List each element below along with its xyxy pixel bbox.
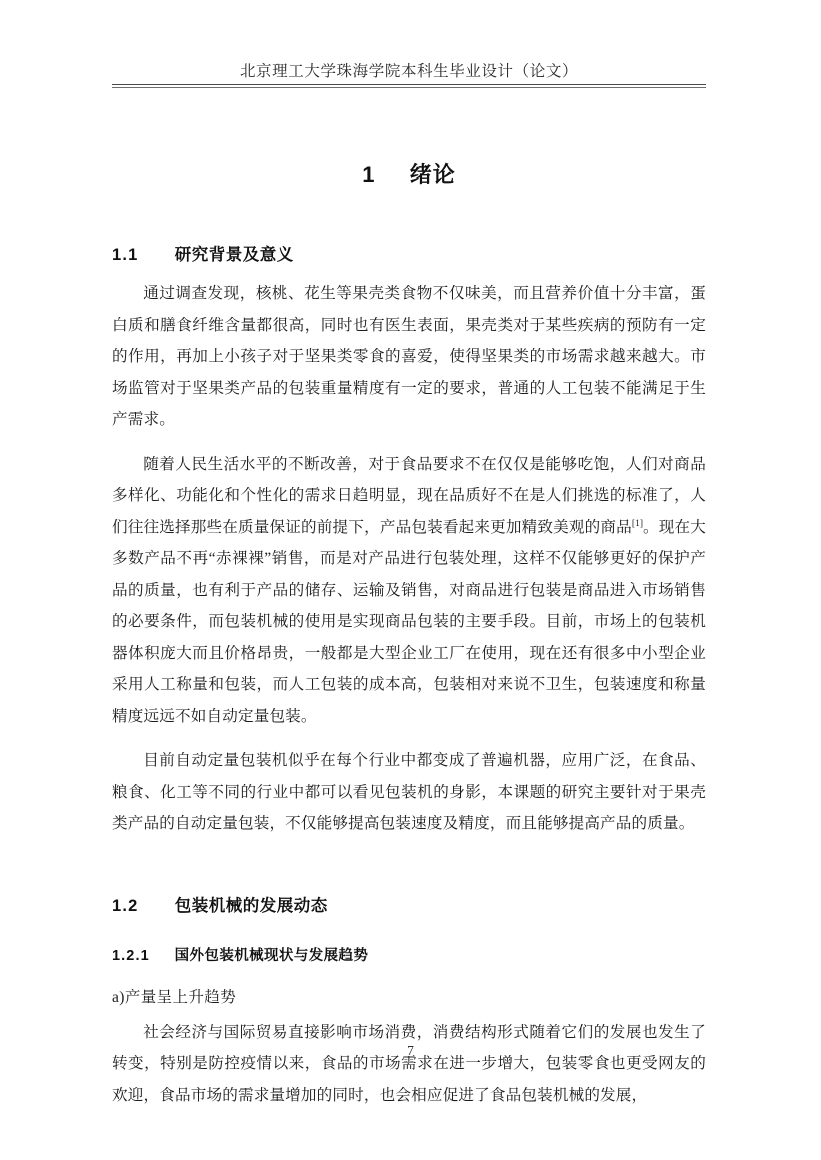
section-number-1-2-1: 1.2.1	[112, 947, 150, 964]
paragraph: 社会经济与国际贸易直接影响市场消费，消费结构形式随着它们的发展也发生了转变，特别是防控疫情以来，食品的市场需求在进一步增大，包装零食也更受网友的欢迎，食品市场的需求量增加的同时，也会相应促进了食品包装机械的发展，	[112, 1023, 706, 1104]
paragraph: 通过调查发现，核桃、花生等果壳类食物不仅味美，而且营养价值十分丰富，蛋白质和膳食纤维含量都很高，同时也有医生表面，果壳类对于某些疾病的预防有一定的作用，再加上小孩子对于坚果类零食的喜爱，使得坚果类的市场需求越来越大。市场监管对于坚果类产品的包装重量精度有一定的要求，普通的人工包装不能满足于生产需求。	[112, 285, 706, 428]
section-title-1-2-1: 国外包装机械现状与发展趋势	[174, 947, 369, 964]
page-number: 7	[407, 1043, 414, 1058]
section-heading-1-1	[112, 241, 706, 265]
list-item-label-a: a)产量呈上升趋势	[112, 988, 237, 1006]
paragraph	[112, 449, 706, 733]
citation-reference: [1]	[631, 518, 643, 529]
chapter-number: 1	[362, 162, 376, 187]
document-body	[112, 132, 706, 1111]
running-header	[112, 62, 706, 88]
chapter-title-text: 绪论	[409, 162, 456, 187]
header-rule-thick	[112, 84, 706, 85]
paragraph-text-part: 。现在大多数产品不再“赤裸裸”销售，而是对产品进行包装处理，这样不仅能够更好的保护产品的质量，也有利于产品的储存、运输及销售，对商品进行包装是商品进入市场销售的必要条件，而包装机械的使用是实现商品包装的主要手段。目前，市场上的包装机器体积庞大而且价格昂贵，一般都是大型企业工厂在使用，现在还有很多中小型企业采用人工称量和包装，而人工包装的成本高，包装相对来说不卫生，包装速度和称量精度远远不如自动定量包装。	[112, 518, 707, 725]
section-title-1-2: 包装机械的发展动态	[174, 896, 328, 915]
section-number-1-2: 1.2	[112, 896, 139, 915]
section-title-1-1: 研究背景及意义	[174, 246, 294, 264]
section-heading-1-2-1	[112, 944, 706, 965]
chapter-title	[112, 158, 706, 189]
section-number-1-1: 1.1	[112, 246, 139, 264]
header-rule-thin	[112, 87, 706, 88]
running-header-text: 北京理工大学珠海学院本科生毕业设计（论文）	[239, 63, 579, 80]
paragraph-text-part: 随着人民生活水平的不断改善，对于食品要求不在仅仅是能够吃饱，人们对商品多样化、功能化和个性化的需求日趋明显，现在品质好不在是人们挑选的标准了，人们往往选择那些在质量保证的前提下，产品包装看起来更加精致美观的商品	[112, 455, 706, 536]
paragraph: 目前自动定量包装机似乎在每个行业中都变成了普遍机器，应用广泛，在食品、粮食、化工等不同的行业中都可以看见包装机的身影，本课题的研究主要针对于果壳类产品的自动定量包装，不仅能够提高包装速度及精度，而且能够提高产品的质量。	[112, 752, 706, 832]
section-heading-1-2	[112, 892, 706, 916]
